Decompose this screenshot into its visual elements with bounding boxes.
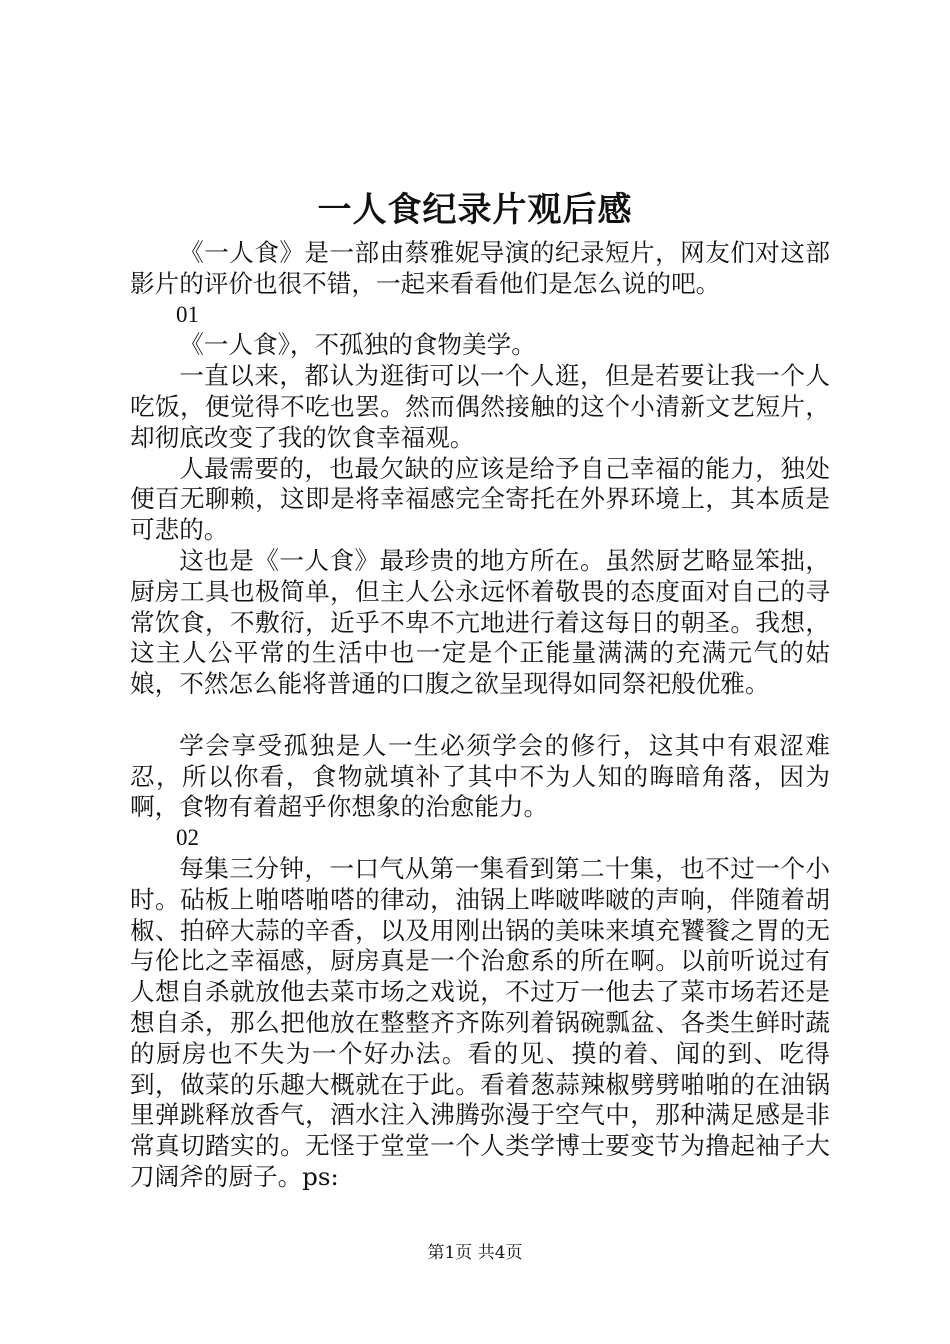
section-number-01: 01 <box>176 301 199 327</box>
paragraph: 学会享受孤独是人一生必须学会的修行，这其中有艰涩难忍，所以你看，食物就填补了其中不为人知的晦暗角落，因为啊，食物有着超乎你想象的治愈能力。 <box>130 730 830 822</box>
section-number-02: 02 <box>176 825 199 851</box>
document-title: 一人食纪录片观后感 <box>317 190 633 230</box>
document-body <box>130 238 830 1193</box>
paragraph: 每集三分钟，一口气从第一集看到第二十集，也不过一个小时。砧板上啪嗒啪嗒的律动，油锅上哔啵哔啵的声响，伴随着胡椒、拍碎大蒜的辛香，以及用刚出锅的美味来填充饕餮之胃的无与伦比之幸福感，厨房真是一个治愈系的所在啊。以前听说过有人想自杀就放他去菜市场之戏说，不过万一他去了菜市场若还是想自杀，那么把他放在整整齐齐陈列着锅碗瓢盆、各类生鲜时蔬的厨房也不失为一个好办法。看的见、摸的着、闻的到、吃得到，做菜的乐趣大概就在于此。看着葱蒜辣椒劈劈啪啪的在油锅里弹跳释放香气，酒水注入沸腾弥漫于空气中，那种满足感是非常真切踏实的。无怪于堂堂一个人类学博士要变节为撸起袖子大刀阔斧的厨子。ps: <box>130 853 830 1191</box>
paragraph: 这也是《一人食》最珍贵的地方所在。虽然厨艺略显笨拙，厨房工具也极简单，但主人公永远怀着敬畏的态度面对自己的寻常饮食，不敷衍，近乎不卑不亢地进行着这每日的朝圣。我想，这主人公平常的生活中也一定是个正能量满满的充满元气的姑娘，不然怎么能将普通的口腹之欲呈现得如同祭祀般优雅。 <box>130 545 830 699</box>
paragraph-intro: 《一人食》是一部由蔡雅妮导演的纪录短片，网友们对这部影片的评价也很不错，一起来看看他们是怎么说的吧。 <box>130 238 830 298</box>
paragraph-subtitle: 《一人食》，不孤独的食物美学。 <box>179 330 536 360</box>
paragraph: 一直以来，都认为逛街可以一个人逛，但是若要让我一个人吃饭，便觉得不吃也罢。然而偶然接触的这个小清新文艺短片，却彻底改变了我的饮食幸福观。 <box>130 361 830 452</box>
paragraph: 人最需要的，也最欠缺的应该是给予自己幸福的能力，独处便百无聊赖，这即是将幸福感完全寄托在外界环境上，其本质是可悲的。 <box>130 453 830 545</box>
page-footer: 第1页 共4页 <box>427 1243 523 1263</box>
